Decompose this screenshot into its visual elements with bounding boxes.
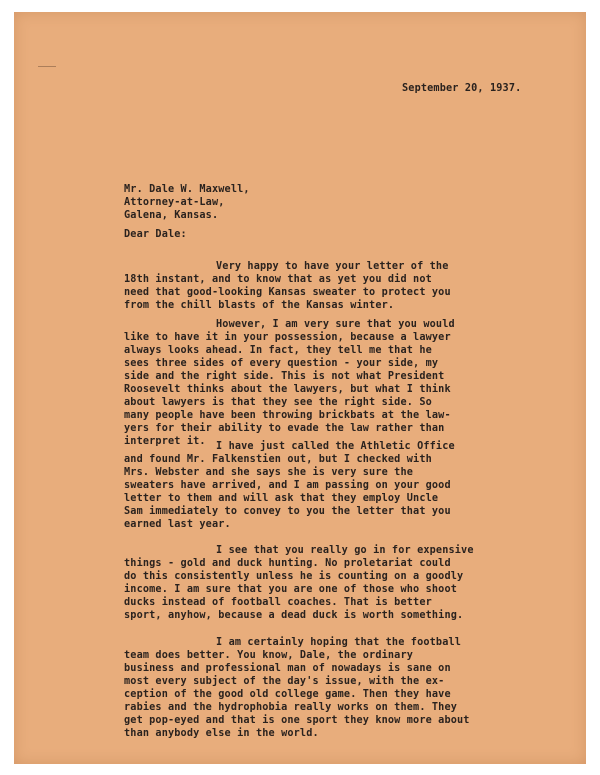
paragraph-line: ducks instead of football coaches. That is better [124,597,432,608]
paragraph-line: income. I am sure that you are one of those who shoot [124,584,458,595]
letter-date: September 20, 1937. [402,83,522,94]
paragraph-line: side and the right side. This is not what President [124,371,445,382]
recipient-title: Attorney-at-Law, [124,197,225,208]
paragraph-line: I have just called the Athletic Office [216,441,455,452]
paragraph-1 [124,260,451,312]
paragraph-line: I see that you really go in for expensive [216,545,474,556]
paragraph-line: ception of the good old college game. Then they have [124,689,451,700]
paragraph-line: from the chill blasts of the Kansas winter. [124,300,395,311]
paragraph-line: sees three sides of every question - your side, my [124,358,439,369]
paragraph-line: Roosevelt thinks about the lawyers, but what I think [124,384,451,395]
paragraph-line: earned last year. [124,519,231,530]
paragraph-line: 18th instant, and to know that as yet you did not [124,274,432,285]
paragraph-line: I am certainly hoping that the football [216,637,462,648]
paragraph-line: team does better. You know, Dale, the ordinary [124,650,414,661]
paragraph-line: However, I am very sure that you would [216,319,455,330]
paragraph-line: about lawyers is that they see the right side. So [124,397,432,408]
paragraph-line: sweaters have arrived, and I am passing on your good [124,480,451,491]
paragraph-4 [124,544,474,622]
salutation: Dear Dale: [124,229,187,240]
paper-mark [38,66,56,67]
paragraph-2 [124,318,455,448]
paragraph-line: most every subject of the day's issue, with the ex- [124,676,445,687]
paragraph-line: need that good-looking Kansas sweater to protect you [124,287,451,298]
paragraph-line: than anybody else in the world. [124,728,319,739]
recipient-address [124,183,250,222]
paragraph-line: do this consistently unless he is counting on a goodly [124,571,464,582]
paragraph-line: many people have been throwing brickbats at the law- [124,410,451,421]
paragraph-5 [124,636,470,740]
paragraph-line: business and professional man of nowadays is sane on [124,663,451,674]
paragraph-line: Mrs. Webster and she says she is very sure the [124,467,414,478]
recipient-city: Galena, Kansas. [124,210,219,221]
recipient-name: Mr. Dale W. Maxwell, [124,184,250,195]
paragraph-line: rabies and the hydrophobia really works on them. They [124,702,458,713]
paragraph-line: things - gold and duck hunting. No proletariat could [124,558,451,569]
paragraph-line: yers for their ability to evade the law rather than [124,423,445,434]
paragraph-line: and found Mr. Falkenstien out, but I checked with [124,454,432,465]
paragraph-line: like to have it in your possession, because a lawyer [124,332,451,343]
paragraph-line: Very happy to have your letter of the [216,261,449,272]
paragraph-line: letter to them and will ask that they employ Uncle [124,493,439,504]
paragraph-line: get pop-eyed and that is one sport they know more about [124,715,470,726]
paragraph-line: Sam immediately to convey to you the letter that you [124,506,451,517]
paragraph-line: interpret it. [124,436,206,447]
paragraph-3 [124,440,455,531]
paragraph-line: always looks ahead. In fact, they tell me that he [124,345,432,356]
paragraph-line: sport, anyhow, because a dead duck is worth something. [124,610,464,621]
